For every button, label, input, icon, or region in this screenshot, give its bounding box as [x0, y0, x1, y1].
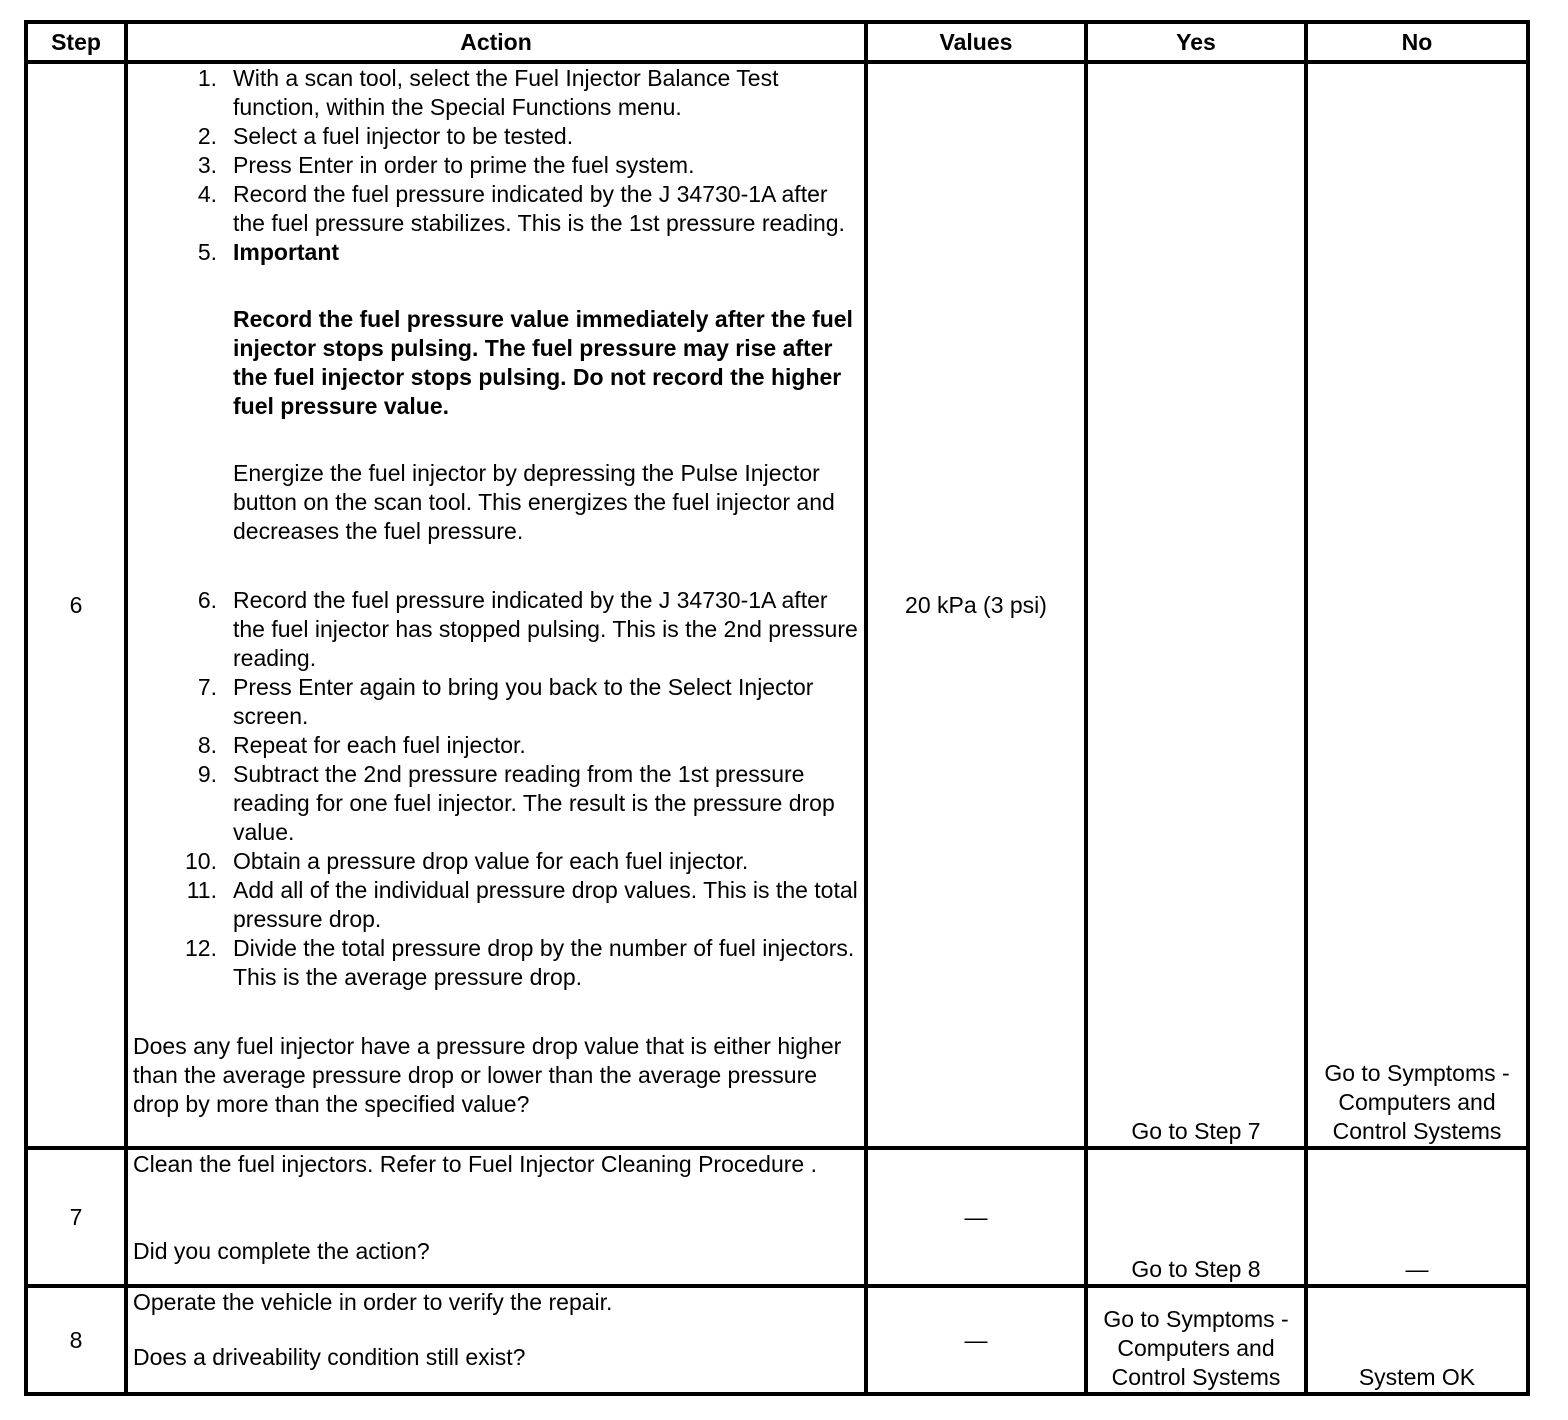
no-result: System OK: [1306, 1286, 1528, 1394]
diagnostic-table-page: [24, 20, 1526, 1400]
action-text: Operate the vehicle in order to verify the repair.: [133, 1289, 613, 1315]
list-item: 10. Obtain a pressure drop value for each fuel injector.: [185, 848, 749, 874]
list-item: 4. Record the fuel pressure indicated by the J 34730-1A after the fuel pressure stabilizes. This is the 1st pressure reading.: [197, 181, 845, 236]
action-text: Clean the fuel injectors. Refer to Fuel Injector Cleaning Procedure .: [133, 1151, 817, 1177]
action-step-list: [133, 64, 859, 992]
diagnostic-table: [24, 20, 1530, 1396]
list-item: 11. Add all of the individual pressure drop values. This is the total pressure drop.: [186, 877, 858, 932]
list-item: 6. Record the fuel pressure indicated by the J 34730-1A after the fuel injector has stopped pulsing. This is the 2nd pressure reading.: [197, 587, 858, 671]
list-item: 2. Select a fuel injector to be tested.: [197, 123, 574, 149]
specified-value: —: [866, 1286, 1086, 1394]
step-number: 7: [26, 1148, 126, 1286]
yes-result: Go to Step 7: [1086, 62, 1306, 1148]
list-item: 1. With a scan tool, select the Fuel Injector Balance Test function, within the Special Functions menu.: [197, 65, 779, 120]
header-no: No: [1306, 22, 1528, 62]
header-action: Action: [126, 22, 866, 62]
yes-result: Go to Step 8: [1086, 1148, 1306, 1286]
no-result: —: [1306, 1148, 1528, 1286]
action-cell: [126, 1148, 866, 1286]
action-cell: [126, 62, 866, 1148]
header-step: Step: [26, 22, 126, 62]
table-row-step-7: [26, 1148, 1528, 1286]
list-item: 7. Press Enter again to bring you back to the Select Injector screen.: [197, 674, 814, 729]
step-number: 6: [26, 62, 126, 1148]
header-yes: Yes: [1086, 22, 1306, 62]
list-item: 3. Press Enter in order to prime the fuel system.: [197, 152, 695, 178]
yes-result: Go to Symptoms - Computers and Control Systems: [1086, 1286, 1306, 1394]
table-row-step-6: [26, 62, 1528, 1148]
important-label: Important: [233, 239, 340, 265]
header-values: Values: [866, 22, 1086, 62]
list-item: 12. Divide the total pressure drop by the number of fuel injectors. This is the average pressure drop.: [185, 935, 855, 990]
list-item: 8. Repeat for each fuel injector.: [197, 732, 526, 758]
no-result: Go to Symptoms - Computers and Control Systems: [1306, 62, 1528, 1148]
step-number: 8: [26, 1286, 126, 1394]
table-row-step-8: [26, 1286, 1528, 1394]
action-cell: [126, 1286, 866, 1394]
specified-value: —: [866, 1148, 1086, 1286]
header-row: [26, 22, 1528, 62]
step-question: Did you complete the action?: [133, 1238, 430, 1264]
step-question: Does any fuel injector have a pressure drop value that is either higher than the average pressure drop or lower than the average pressure drop by more than the specified value?: [133, 1033, 842, 1117]
list-item: 9. Subtract the 2nd pressure reading from the 1st pressure reading for one fuel injector. The result is the pressure drop value.: [197, 761, 835, 845]
important-note: Record the fuel pressure value immediately after the fuel injector stops pulsing. The fuel pressure may rise after the fuel injector stops pulsing. Do not record the higher fuel pressure value.: [233, 306, 853, 419]
energize-text: Energize the fuel injector by depressing the Pulse Injector button on the scan tool. This energizes the fuel injector and decreases the fuel pressure.: [233, 460, 835, 544]
step-question: Does a driveability condition still exist?: [133, 1344, 526, 1370]
list-item-important: 5. Important Record the fuel pressure value immediately after the fuel injector stops pulsing. The fuel pressure may rise after the fuel injector stops pulsing. Do not record the higher fuel pressure value. Energize the fuel injector by depressing the Pulse Injector button on the scan tool. This energizes the fuel injector and decreases the fuel pressure.: [133, 238, 859, 586]
specified-value: 20 kPa (3 psi): [866, 62, 1086, 1148]
